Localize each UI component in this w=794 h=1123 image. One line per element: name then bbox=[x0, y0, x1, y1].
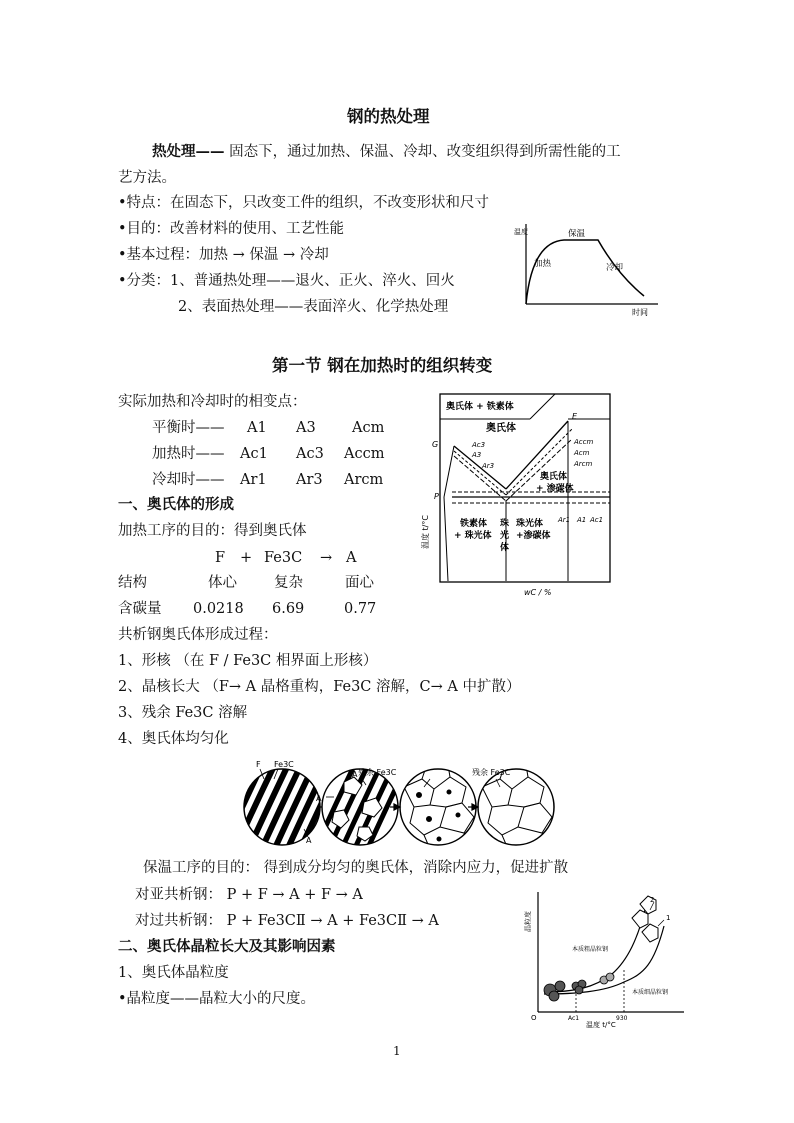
nuc-residual-1: 残余 Fe3C bbox=[358, 768, 397, 777]
label-aus-ferrite: 奥氏体 + 铁素体 bbox=[446, 402, 514, 412]
bullet-process: •基本过程：加热 → 保温 → 冷却 bbox=[118, 247, 329, 263]
line-ac3: Ac3 bbox=[472, 441, 486, 449]
grain-definition: •晶粒度——晶粒大小的尺度。 bbox=[118, 991, 316, 1007]
nuc-a2: A bbox=[352, 770, 358, 779]
row-value: Ar1 bbox=[240, 472, 267, 488]
nuc-f: F bbox=[256, 760, 261, 769]
heat-process-figure bbox=[508, 220, 668, 318]
origin: O bbox=[531, 1014, 537, 1022]
hold-label: 保温 bbox=[568, 229, 586, 239]
ylabel: 温度 bbox=[514, 228, 528, 236]
row-value: Ar3 bbox=[296, 472, 323, 488]
reaction-fe3c: Fe3C bbox=[264, 550, 303, 566]
tick-ac1: Ac1 bbox=[568, 1015, 580, 1022]
cool-label: 冷却 bbox=[606, 263, 624, 273]
row-label: 平衡时—— bbox=[152, 420, 225, 436]
definition-line bbox=[152, 143, 621, 161]
row-value: A3 bbox=[296, 420, 316, 436]
section1-intro: 实际加热和冷却时的相变点： bbox=[118, 394, 307, 410]
label-aus-cem-2: + 渗碳体 bbox=[536, 484, 574, 494]
carbon-v1: 0.0218 bbox=[193, 601, 244, 617]
subsection2-title: 二、奥氏体晶粒长大及其影响因素 bbox=[118, 938, 336, 955]
hold-purpose: 保温工序的目的： 得到成分均匀的奥氏体，消除内应力，促进扩散 bbox=[143, 860, 569, 876]
grain-ylabel: 晶粒度 bbox=[524, 911, 532, 932]
row-value: A1 bbox=[247, 420, 267, 436]
label-aus-cem-1: 奥氏体 bbox=[540, 472, 568, 482]
line-accm: Accm bbox=[574, 438, 594, 446]
grain-xlabel: 温度 t/°C bbox=[586, 1021, 616, 1029]
nuc-fe3c: Fe3C bbox=[274, 760, 294, 769]
definition-text: 固态下，通过加热、保温、冷却、改变组织得到所需性能的工 bbox=[224, 144, 621, 160]
reaction-f: F bbox=[215, 550, 226, 566]
bullet-purpose: •目的：改善材料的使用、工艺性能 bbox=[118, 221, 345, 237]
line-a1: A1 bbox=[577, 516, 587, 524]
curve-1: 1 bbox=[666, 914, 671, 922]
hyper-eutectoid: 对过共析钢： P + Fe3CⅡ → A + Fe3CⅡ → A bbox=[135, 913, 439, 929]
point-p: P bbox=[434, 492, 439, 501]
step-3: 3、残余 Fe3C 溶解 bbox=[118, 705, 248, 721]
phase-ylabel: 温度 t/°C bbox=[421, 515, 430, 549]
bullet-class2: 2、表面热处理——表面淬火、化学热处理 bbox=[178, 299, 449, 315]
label-pearlite-2: 光 bbox=[500, 531, 510, 541]
step-1: 1、形核 （在 F / Fe3C 相界面上形核） bbox=[118, 653, 378, 669]
struct-v3: 面心 bbox=[345, 575, 374, 591]
page-title: 钢的热处理 bbox=[347, 107, 430, 126]
phase-diagram-figure bbox=[420, 389, 620, 599]
row-value: Acm bbox=[352, 420, 385, 436]
row-value: Accm bbox=[344, 446, 385, 462]
grain-heading: 1、奥氏体晶粒度 bbox=[118, 965, 229, 981]
fine-label: 本质细晶粒钢 bbox=[632, 989, 669, 996]
tick-930: 930 bbox=[616, 1015, 628, 1022]
carbon-v3: 0.77 bbox=[344, 601, 377, 617]
point-e: E bbox=[572, 412, 578, 421]
nuc-a1: A bbox=[306, 836, 312, 845]
bullet-class1: •分类：1、普通热处理——退火、正火、淬火、回火 bbox=[118, 273, 455, 289]
coarse-label: 本质粗晶粒钢 bbox=[572, 946, 609, 953]
label-fer-pea-2: + 珠光体 bbox=[454, 531, 492, 541]
line-ar3: Ar3 bbox=[482, 462, 495, 470]
section1-title: 第一节 钢在加热时的组织转变 bbox=[272, 356, 493, 375]
row-value: Ac3 bbox=[296, 446, 324, 462]
struct-v2: 复杂 bbox=[274, 575, 303, 591]
reaction-a: A bbox=[346, 550, 357, 566]
point-g: G bbox=[432, 440, 439, 449]
line-ac1: Ac1 bbox=[590, 516, 604, 524]
heating-purpose: 加热工序的目的：得到奥氏体 bbox=[118, 523, 307, 539]
definition-term: 热处理—— bbox=[152, 143, 225, 160]
row-value: Ac1 bbox=[240, 446, 268, 462]
row-value: Arcm bbox=[344, 472, 384, 488]
line-acm: Acm bbox=[574, 449, 590, 457]
label-fer-pea-1: 铁素体 bbox=[460, 519, 488, 529]
grain-growth-figure bbox=[524, 888, 690, 1034]
step-2: 2、晶核长大 （F→ A 晶格重构，Fe3C 溶解，C→ A 中扩散） bbox=[118, 679, 521, 695]
struct-label: 结构 bbox=[118, 575, 147, 591]
label-austenite: 奥氏体 bbox=[486, 423, 516, 434]
phase-xlabel: wC / % bbox=[524, 588, 552, 597]
eutectoid-heading: 共析钢奥氏体形成过程： bbox=[118, 627, 278, 643]
label-pea-cem-1: 珠光体 bbox=[516, 519, 544, 529]
struct-v1: 体心 bbox=[208, 575, 237, 591]
step-4: 4、奥氏体均匀化 bbox=[118, 731, 229, 747]
reaction-arrow: → bbox=[320, 550, 333, 566]
label-pea-cem-2: +渗碳体 bbox=[516, 531, 551, 541]
nuc-a3: A bbox=[316, 794, 322, 803]
line-arcm: Arcm bbox=[574, 460, 593, 468]
carbon-label: 含碳量 bbox=[118, 601, 162, 617]
row-label: 冷却时—— bbox=[152, 472, 225, 488]
nucleation-figure bbox=[234, 757, 560, 857]
definition-cont: 艺方法。 bbox=[118, 170, 176, 186]
line-a3: A3 bbox=[472, 451, 482, 459]
label-pearlite-1: 珠 bbox=[500, 519, 510, 529]
line-ar1: Ar1 bbox=[558, 516, 571, 524]
xlabel: 时间 bbox=[632, 308, 648, 317]
page-number: 1 bbox=[393, 1044, 401, 1058]
carbon-v2: 6.69 bbox=[272, 601, 305, 617]
nuc-residual-2: 残余 Fe3C bbox=[472, 768, 511, 777]
heat-label: 加热 bbox=[534, 259, 552, 269]
row-label: 加热时—— bbox=[152, 446, 225, 462]
subsection1-title: 一、奥氏体的形成 bbox=[118, 496, 234, 513]
hypo-eutectoid: 对亚共析钢： P + F → A + F → A bbox=[135, 887, 363, 903]
curve-2: 2 bbox=[650, 896, 655, 904]
bullet-feature: •特点：在固态下，只改变工件的组织，不改变形状和尺寸 bbox=[118, 195, 490, 211]
label-pearlite-3: 体 bbox=[500, 543, 510, 553]
reaction-plus: + bbox=[240, 550, 253, 566]
